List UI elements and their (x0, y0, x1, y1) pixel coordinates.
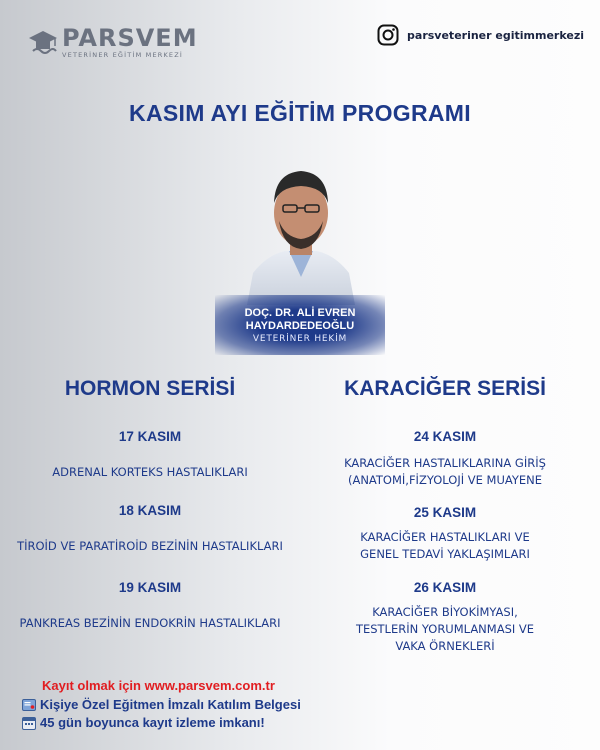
presenter-photo (245, 155, 357, 305)
session-item (0, 429, 300, 481)
brand-logo[interactable] (28, 26, 198, 59)
graduation-cap-logo-icon (28, 29, 58, 57)
session-topic-line: VAKA ÖRNEKLERİ (395, 639, 495, 653)
session-topic: TİROİD VE PARATİROİD BEZİNİN HASTALIKLARI (17, 539, 283, 553)
presenter-name-line1: DOÇ. DR. ALİ EVREN (244, 306, 356, 319)
registration-link[interactable]: Kayıt olmak için www.parsvem.com.tr (42, 678, 275, 693)
session-topic-line: KARACİĞER BİYOKİMYASI, (372, 605, 518, 619)
presenter-badge (215, 295, 385, 355)
session-topic-line: KARACİĞER HASTALIKLARI VE (360, 530, 530, 544)
session-date: 18 KASIM (118, 503, 182, 518)
liver-series-column (290, 377, 600, 653)
session-date: 19 KASIM (118, 580, 182, 595)
liver-series-title: KARACİĞER SERİSİ (344, 377, 546, 400)
hormone-series-column (0, 377, 300, 630)
perk-item (22, 715, 301, 730)
instagram-link[interactable] (377, 24, 584, 46)
perk-certificate: Kişiye Özel Eğitmen İmzalı Katılım Belgesi (40, 697, 301, 712)
session-item (0, 580, 300, 632)
presenter-name-line2: HAYDARDEDEOĞLU (245, 319, 355, 332)
perk-replay: 45 gün boyunca kayıt izleme imkanı! (40, 715, 265, 730)
footer (22, 678, 301, 733)
session-topic-line: TESTLERİN YORUMLANMASI VE (355, 622, 535, 636)
page-title: KASIM AYI EĞİTİM PROGRAMI (129, 100, 471, 126)
session-topic-line: (ANATOMİ,FİZYOLOJİ VE MUAYENE (347, 473, 543, 487)
session-topic (290, 455, 600, 489)
session-topic: PANKREAS BEZİNİN ENDOKRİN HASTALIKLARI (19, 616, 281, 630)
certificate-icon (22, 698, 36, 712)
session-topic (290, 529, 600, 563)
session-date: 26 KASIM (413, 580, 477, 595)
calendar-icon (22, 716, 36, 730)
perk-item (22, 697, 301, 712)
presenter-role: VETERİNER HEKİM (252, 333, 348, 344)
brand-name: PARSVEM (62, 24, 198, 52)
session-date: 25 KASIM (413, 505, 477, 520)
session-date: 17 KASIM (118, 429, 182, 444)
session-item (290, 505, 600, 563)
instagram-icon (377, 24, 399, 46)
hormone-series-title: HORMON SERİSİ (64, 377, 236, 400)
session-topic-line: KARACİĞER HASTALIKLARINA GİRİŞ (344, 456, 546, 470)
session-item (290, 580, 600, 655)
instagram-handle: parsveteriner egitimmerkezi (407, 28, 584, 42)
session-date: 24 KASIM (413, 429, 477, 444)
brand-subtitle: VETERİNER EĞİTİM MERKEZİ (62, 51, 184, 59)
session-topic: ADRENAL KORTEKS HASTALIKLARI (52, 465, 248, 479)
session-topic-line: GENEL TEDAVİ YAKLAŞIMLARI (360, 547, 530, 561)
session-item (290, 429, 600, 489)
session-topic (290, 604, 600, 655)
session-item (0, 503, 300, 555)
